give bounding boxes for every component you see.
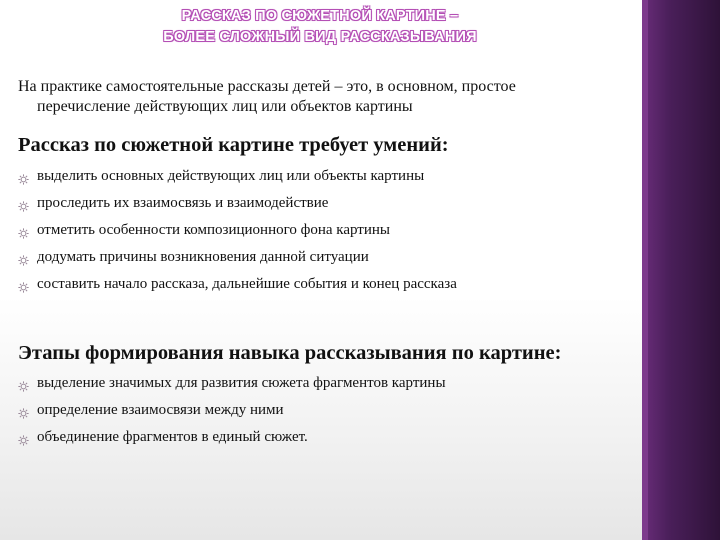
intro-line-1: На практике самостоятельные рассказы детей – это, в основном, простое: [18, 78, 516, 95]
list-item-text: выделить основных действующих лиц или объекты картины: [37, 168, 425, 184]
skills-list: [18, 165, 457, 300]
list-item: [18, 165, 457, 192]
sun-bullet-icon: [18, 278, 29, 289]
sun-bullet-icon: [18, 251, 29, 262]
sun-bullet-icon: [18, 377, 29, 388]
list-item: [18, 192, 457, 219]
list-item-text: объединение фрагментов в единый сюжет.: [37, 429, 308, 445]
list-item-text: додумать причины возникновения данной ситуации: [37, 249, 369, 265]
sun-bullet-icon: [18, 224, 29, 235]
intro-line-2: перечисление действующих лиц или объектов картины: [37, 98, 413, 115]
list-item-text: определение взаимосвязи между ними: [37, 402, 284, 418]
title-line-1: РАССКАЗ ПО СЮЖЕТНОЙ КАРТИНЕ –: [181, 8, 459, 24]
list-item: [18, 372, 446, 399]
list-item-text: выделение значимых для развития сюжета фрагментов картины: [37, 375, 446, 391]
list-item-text: проследить их взаимосвязь и взаимодействие: [37, 195, 329, 211]
slide-title: [60, 6, 580, 48]
section-heading-stages: Этапы формирования навыка рассказывания по картине:: [18, 342, 562, 364]
sun-bullet-icon: [18, 404, 29, 415]
list-item-text: отметить особенности композиционного фона картины: [37, 222, 390, 238]
sun-bullet-icon: [18, 431, 29, 442]
sun-bullet-icon: [18, 170, 29, 181]
list-item: [18, 273, 457, 300]
intro-paragraph: [18, 77, 643, 117]
list-item: [18, 399, 446, 426]
list-item: [18, 246, 457, 273]
decorative-side-bar: [642, 0, 720, 540]
list-item: [18, 426, 446, 453]
section-heading-skills: Рассказ по сюжетной картине требует умений:: [18, 134, 449, 156]
title-line-2: БОЛЕЕ СЛОЖНЫЙ ВИД РАССКАЗЫВАНИЯ: [163, 29, 477, 45]
stages-list: [18, 372, 446, 453]
sun-bullet-icon: [18, 197, 29, 208]
list-item: [18, 219, 457, 246]
list-item-text: составить начало рассказа, дальнейшие события и конец рассказа: [37, 276, 457, 292]
